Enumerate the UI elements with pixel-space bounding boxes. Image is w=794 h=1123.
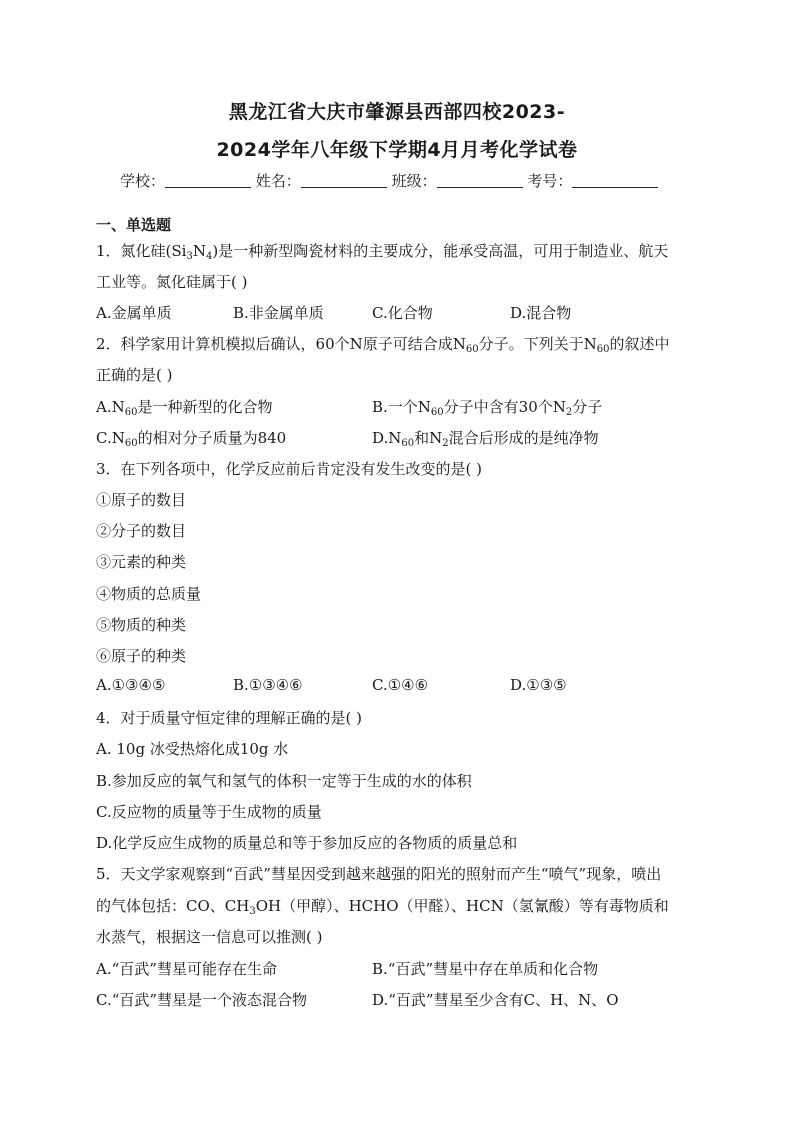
q1-text: 1．氮化硅(Si xyxy=(96,242,187,260)
exam-title-line1: 黑龙江省大庆市肇源县西部四校2023- xyxy=(228,101,566,123)
exam-title-line2: 2024学年八年级下学期4月月考化学试卷 xyxy=(216,139,578,161)
q4-option-a[interactable]: A. 10g 冰受热熔化成10g 水 xyxy=(96,740,289,758)
q3-option-d[interactable]: D.①③⑤ xyxy=(510,676,567,694)
q2-subscript: 60 xyxy=(124,407,138,418)
q1-stem-line1 xyxy=(96,240,668,261)
q2-option-d[interactable] xyxy=(372,427,599,448)
q2-option-b[interactable] xyxy=(372,396,602,417)
q2-stem-line2: 正确的是( ) xyxy=(96,366,173,384)
q4-option-b[interactable]: B.参加反应的氧气和氢气的体积一定等于生成的水的体积 xyxy=(96,772,472,790)
q1-text: N xyxy=(192,242,206,260)
q1-text: )是一种新型陶瓷材料的主要成分，能承受高温，可用于制造业、航天 xyxy=(212,242,669,260)
q2-option-text: 分子 xyxy=(572,398,603,416)
q1-option-d[interactable]: D.混合物 xyxy=(510,304,572,322)
q5-option-c[interactable]: C.“百武”彗星是一个液态混合物 xyxy=(96,991,308,1009)
section-title: 一、单选题 xyxy=(96,216,172,234)
school-field[interactable] xyxy=(165,173,251,188)
q5-option-d[interactable]: D.“百武”彗星至少含有C、H、N、O xyxy=(372,991,619,1009)
q5-stem-line2 xyxy=(96,895,669,916)
q5-stem-line3: 水蒸气，根据这一信息可以推测( ) xyxy=(96,928,323,946)
q2-option-text: D.N xyxy=(372,429,402,447)
q2-option-c[interactable] xyxy=(96,427,286,448)
exam-number-field[interactable] xyxy=(572,173,658,188)
q2-subscript: 60 xyxy=(124,438,138,449)
q1-option-a[interactable]: A.金属单质 xyxy=(96,304,172,322)
class-label: 班级： xyxy=(391,172,437,190)
q2-option-text: C.N xyxy=(96,429,125,447)
q1-subscript: 4 xyxy=(205,251,213,262)
q2-subscript: 60 xyxy=(430,407,444,418)
q2-text: 分子。下列关于N xyxy=(478,335,597,353)
q2-stem-line1 xyxy=(96,333,670,354)
q3-option-a[interactable]: A.①③④⑤ xyxy=(96,676,166,694)
q2-text: 的叙述中 xyxy=(609,335,670,353)
q4-option-c[interactable]: C.反应物的质量等于生成物的质量 xyxy=(96,803,322,821)
q1-stem-line2: 工业等。氮化硅属于( ) xyxy=(96,273,248,291)
q2-subscript: 60 xyxy=(465,344,479,355)
q2-option-text: B.一个N xyxy=(372,398,431,416)
q2-subscript: 60 xyxy=(401,438,415,449)
q3-item: ①原子的数目 xyxy=(96,491,187,509)
q5-text: 的气体包括：CO、CH xyxy=(96,897,250,915)
q2-option-text: A.N xyxy=(96,398,125,416)
q3-item: ④物质的总质量 xyxy=(96,585,202,603)
exam-number-label: 考号： xyxy=(527,172,573,190)
q2-option-text: 的相对分子质量为840 xyxy=(137,429,287,447)
q3-item: ⑥原子的种类 xyxy=(96,647,187,665)
q5-subscript: 3 xyxy=(249,906,256,917)
q2-text: 2．科学家用计算机模拟后确认，60个N原子可结合成N xyxy=(96,335,466,353)
q2-option-a[interactable] xyxy=(96,396,272,417)
q3-option-c[interactable]: C.①④⑥ xyxy=(372,676,429,694)
q2-option-text: 和N xyxy=(414,429,443,447)
q1-subscript: 3 xyxy=(186,251,193,262)
q1-option-b[interactable]: B.非金属单质 xyxy=(233,304,324,322)
q3-item: ⑤物质的种类 xyxy=(96,616,187,634)
name-label: 姓名： xyxy=(255,172,301,190)
q2-option-text: 混合后形成的是纯净物 xyxy=(448,429,599,447)
class-field[interactable] xyxy=(437,173,523,188)
q2-option-text: 分子中含有30个N xyxy=(443,398,566,416)
student-info-row xyxy=(120,170,658,191)
q5-text: OH（甲醇）、HCHO（甲醛）、HCN（氢氰酸）等有毒物质和 xyxy=(255,897,669,915)
q2-subscript: 2 xyxy=(442,438,449,449)
q4-stem: 4．对于质量守恒定律的理解正确的是( ) xyxy=(96,709,363,727)
q1-option-c[interactable]: C.化合物 xyxy=(372,304,433,322)
name-field[interactable] xyxy=(301,173,387,188)
q3-option-b[interactable]: B.①③④⑥ xyxy=(233,676,303,694)
q3-item: ③元素的种类 xyxy=(96,553,187,571)
q3-stem: 3．在下列各项中，化学反应前后肯定没有发生改变的是( ) xyxy=(96,460,483,478)
q5-option-b[interactable]: B.“百武”彗星中存在单质和化合物 xyxy=(372,960,599,978)
q5-option-a[interactable]: A.“百武”彗星可能存在生命 xyxy=(96,960,277,978)
q3-item: ②分子的数目 xyxy=(96,522,187,540)
q4-option-d[interactable]: D.化学反应生成物的质量总和等于参加反应的各物质的质量总和 xyxy=(96,834,518,852)
q5-stem-line1: 5．天文学家观察到“百武”彗星因受到越来越强的阳光的照射而产生“喷气”现象，喷出 xyxy=(96,865,662,883)
school-label: 学校： xyxy=(120,172,166,190)
q2-option-text: 是一种新型的化合物 xyxy=(137,398,273,416)
q2-subscript: 2 xyxy=(565,407,573,418)
q2-subscript: 60 xyxy=(596,344,610,355)
